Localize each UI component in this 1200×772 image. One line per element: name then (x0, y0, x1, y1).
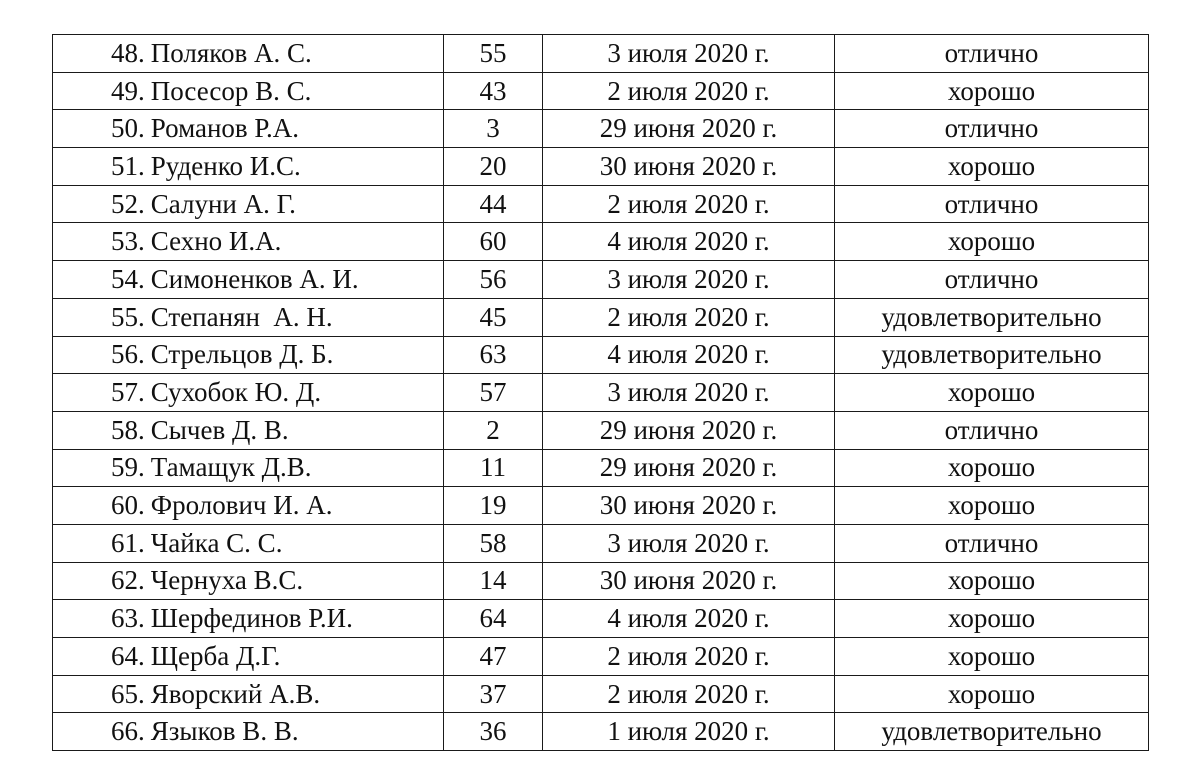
exam-date: 3 июля 2020 г. (543, 524, 835, 562)
exam-grade: хорошо (835, 374, 1149, 412)
student-number: 56 (444, 261, 543, 299)
table-row (53, 110, 1149, 148)
exam-date: 29 июня 2020 г. (543, 449, 835, 487)
exam-grade: хорошо (835, 487, 1149, 525)
exam-grade: хорошо (835, 675, 1149, 713)
row-index: 61. (111, 527, 145, 558)
exam-grade: хорошо (835, 638, 1149, 676)
exam-grade: хорошо (835, 449, 1149, 487)
student-number: 3 (444, 110, 543, 148)
student-cell (53, 298, 444, 336)
row-index: 49. (111, 75, 145, 106)
student-name: Поляков А. С. (150, 37, 312, 68)
row-index: 65. (111, 678, 145, 709)
table-row (53, 374, 1149, 412)
student-number: 45 (444, 298, 543, 336)
table-row (53, 298, 1149, 336)
exam-grade: хорошо (835, 600, 1149, 638)
student-number: 11 (444, 449, 543, 487)
student-name: Фролович И. А. (150, 490, 333, 521)
exam-grade: отлично (835, 261, 1149, 299)
row-index: 62. (111, 565, 145, 596)
exam-grade: удовлетворительно (835, 336, 1149, 374)
row-index: 66. (111, 716, 145, 747)
table-row (53, 35, 1149, 73)
student-cell (53, 713, 444, 751)
exam-grade: отлично (835, 524, 1149, 562)
exam-date: 2 июля 2020 г. (543, 638, 835, 676)
exam-date: 29 июня 2020 г. (543, 411, 835, 449)
row-index: 48. (111, 37, 145, 68)
student-name: Яворский А.В. (150, 678, 321, 709)
student-number: 44 (444, 185, 543, 223)
exam-grade: хорошо (835, 148, 1149, 186)
exam-date: 30 июня 2020 г. (543, 148, 835, 186)
row-index: 63. (111, 603, 145, 634)
student-name: Симоненков А. И. (150, 263, 359, 294)
student-cell (53, 600, 444, 638)
row-index: 55. (111, 301, 145, 332)
exam-date: 2 июля 2020 г. (543, 72, 835, 110)
student-name: Сычев Д. В. (150, 414, 289, 445)
exam-date: 3 июля 2020 г. (543, 374, 835, 412)
student-name: Щерба Д.Г. (150, 640, 281, 671)
exam-date: 30 июня 2020 г. (543, 562, 835, 600)
student-cell (53, 638, 444, 676)
student-number: 47 (444, 638, 543, 676)
table-row (53, 72, 1149, 110)
student-cell (53, 524, 444, 562)
student-name: Стрельцов Д. Б. (150, 339, 334, 370)
results-table-body (53, 35, 1149, 751)
student-name: Посесор В. С. (150, 75, 312, 106)
student-cell (53, 72, 444, 110)
student-number: 64 (444, 600, 543, 638)
student-cell (53, 336, 444, 374)
exam-grade: отлично (835, 185, 1149, 223)
student-number: 60 (444, 223, 543, 261)
table-row (53, 524, 1149, 562)
table-row (53, 713, 1149, 751)
student-name: Шерфединов Р.И. (150, 603, 353, 634)
student-cell (53, 449, 444, 487)
row-index: 53. (111, 226, 145, 257)
student-cell (53, 261, 444, 299)
student-name: Чернуха В.С. (150, 565, 304, 596)
row-index: 59. (111, 452, 145, 483)
student-name: Тамащук Д.В. (150, 452, 312, 483)
exam-date: 29 июня 2020 г. (543, 110, 835, 148)
student-cell (53, 35, 444, 73)
exam-date: 30 июня 2020 г. (543, 487, 835, 525)
exam-date: 2 июля 2020 г. (543, 298, 835, 336)
student-number: 57 (444, 374, 543, 412)
student-name: Степанян А. Н. (150, 301, 333, 332)
exam-grade: хорошо (835, 562, 1149, 600)
student-cell (53, 185, 444, 223)
table-row (53, 185, 1149, 223)
row-index: 60. (111, 490, 145, 521)
exam-grade: отлично (835, 110, 1149, 148)
row-index: 54. (111, 263, 145, 294)
exam-grade: отлично (835, 35, 1149, 73)
exam-grade: хорошо (835, 72, 1149, 110)
table-row (53, 148, 1149, 186)
student-number: 55 (444, 35, 543, 73)
row-index: 57. (111, 377, 145, 408)
exam-grade: отлично (835, 411, 1149, 449)
student-name: Романов Р.А. (150, 113, 300, 144)
row-index: 64. (111, 640, 145, 671)
student-name: Салуни А. Г. (150, 188, 296, 219)
student-number: 14 (444, 562, 543, 600)
table-row (53, 487, 1149, 525)
student-cell (53, 148, 444, 186)
student-number: 2 (444, 411, 543, 449)
student-name: Чайка С. С. (150, 527, 283, 558)
student-cell (53, 487, 444, 525)
student-cell (53, 562, 444, 600)
results-table (52, 34, 1149, 751)
student-name: Сехно И.А. (150, 226, 282, 257)
row-index: 50. (111, 113, 145, 144)
student-name: Языков В. В. (150, 716, 299, 747)
table-row (53, 562, 1149, 600)
exam-date: 4 июля 2020 г. (543, 336, 835, 374)
student-cell (53, 110, 444, 148)
exam-grade: удовлетворительно (835, 713, 1149, 751)
table-row (53, 411, 1149, 449)
row-index: 52. (111, 188, 145, 219)
table-row (53, 638, 1149, 676)
exam-date: 1 июля 2020 г. (543, 713, 835, 751)
student-cell (53, 374, 444, 412)
exam-date: 2 июля 2020 г. (543, 185, 835, 223)
table-row (53, 449, 1149, 487)
student-number: 19 (444, 487, 543, 525)
table-row (53, 675, 1149, 713)
row-index: 51. (111, 150, 145, 181)
table-row (53, 600, 1149, 638)
student-number: 36 (444, 713, 543, 751)
exam-date: 3 июля 2020 г. (543, 261, 835, 299)
exam-date: 3 июля 2020 г. (543, 35, 835, 73)
exam-date: 2 июля 2020 г. (543, 675, 835, 713)
exam-grade: хорошо (835, 223, 1149, 261)
student-number: 58 (444, 524, 543, 562)
student-number: 20 (444, 148, 543, 186)
table-row (53, 336, 1149, 374)
student-cell (53, 411, 444, 449)
table-row (53, 261, 1149, 299)
student-name: Руденко И.С. (150, 150, 301, 181)
row-index: 58. (111, 414, 145, 445)
student-number: 37 (444, 675, 543, 713)
student-number: 43 (444, 72, 543, 110)
exam-grade: удовлетворительно (835, 298, 1149, 336)
student-cell (53, 223, 444, 261)
table-row (53, 223, 1149, 261)
student-number: 63 (444, 336, 543, 374)
exam-date: 4 июля 2020 г. (543, 600, 835, 638)
student-cell (53, 675, 444, 713)
row-index: 56. (111, 339, 145, 370)
student-name: Сухобок Ю. Д. (150, 377, 322, 408)
exam-date: 4 июля 2020 г. (543, 223, 835, 261)
